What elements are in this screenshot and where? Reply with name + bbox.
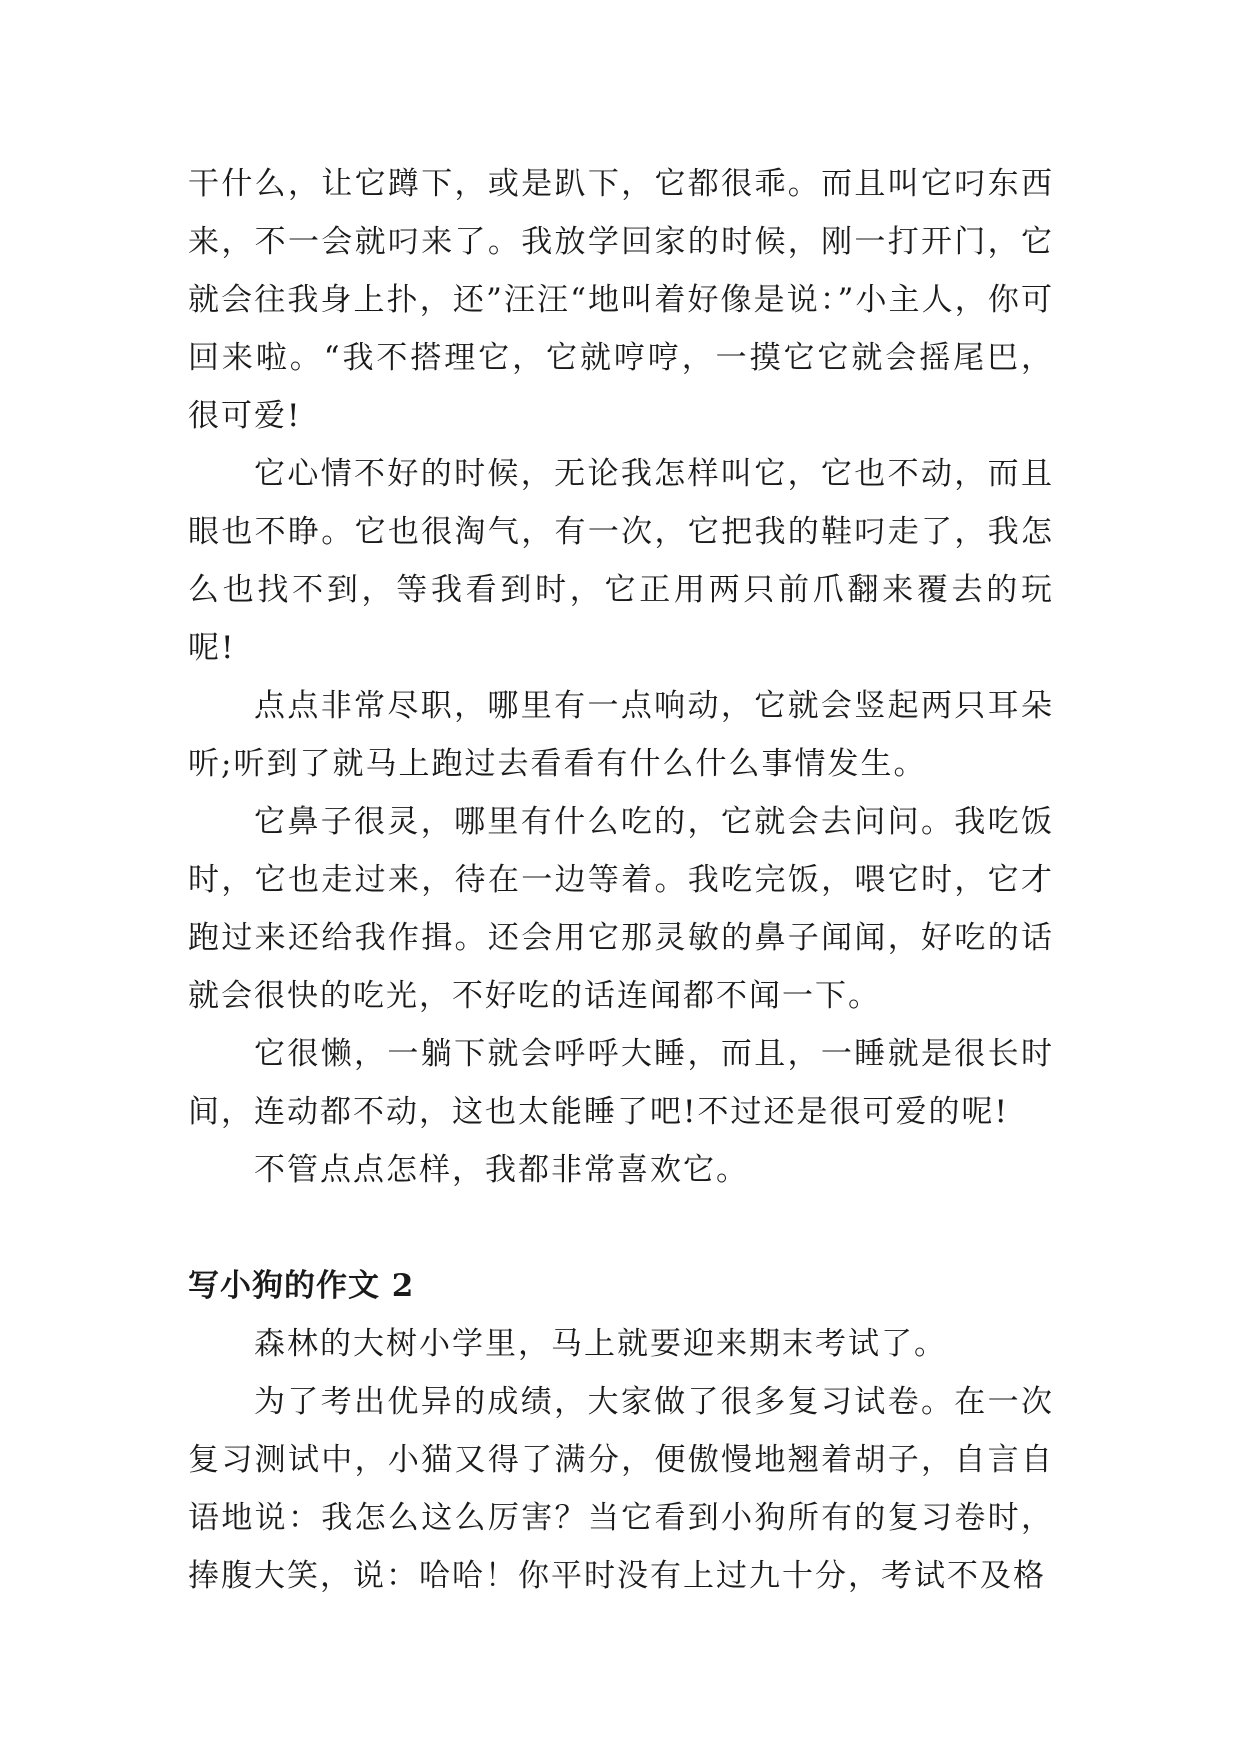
essay-section-1 bbox=[188, 155, 1054, 1199]
body-paragraph: 森林的大树小学里，马上就要迎来期末考试了。 bbox=[254, 1326, 947, 1362]
body-paragraph: 点点非常尽职，哪里有一点响动，它就会竖起两只耳朵听;听到了就马上跑过去看看有什么什么事情发生。 bbox=[188, 688, 1054, 782]
body-paragraph: 它心情不好的时候，无论我怎样叫它，它也不动，而且眼也不睁。它也很淘气，有一次，它把我的鞋叼走了，我怎么也找不到，等我看到时，它正用两只前爪翻来覆去的玩呢! bbox=[188, 456, 1054, 666]
body-paragraph: 它很懒，一躺下就会呼呼大睡，而且，一睡就是很长时间，连动都不动，这也太能睡了吧!不过还是很可爱的呢! bbox=[188, 1036, 1054, 1130]
section-title: 写小狗的作文 2 bbox=[188, 1268, 415, 1304]
essay-section-2 bbox=[188, 1257, 1054, 1605]
body-paragraph: 干什么，让它蹲下，或是趴下，它都很乖。而且叫它叼东西来，不一会就叼来了。我放学回家的时候，刚一打开门，它就会往我身上扑，还”汪汪“地叫着好像是说：”小主人，你可回来啦。“我不搭理它，它就哼哼，一摸它它就会摇尾巴，很可爱! bbox=[188, 166, 1054, 434]
document-body bbox=[188, 155, 1054, 1605]
body-paragraph: 为了考出优异的成绩，大家做了很多复习试卷。在一次复习测试中，小猫又得了满分，便傲慢地翘着胡子，自言自语地说：我怎么这么厉害？当它看到小狗所有的复习卷时，捧腹大笑，说：哈哈！你平时没有上过九十分，考试不及格 bbox=[188, 1384, 1054, 1594]
body-paragraph: 不管点点怎样，我都非常喜欢它。 bbox=[254, 1152, 749, 1188]
body-paragraph: 它鼻子很灵，哪里有什么吃的，它就会去问问。我吃饭时，它也走过来，待在一边等着。我吃完饭，喂它时，它才跑过来还给我作揖。还会用它那灵敏的鼻子闻闻，好吃的话就会很快的吃光，不好吃的话连闻都不闻一下。 bbox=[188, 804, 1054, 1014]
